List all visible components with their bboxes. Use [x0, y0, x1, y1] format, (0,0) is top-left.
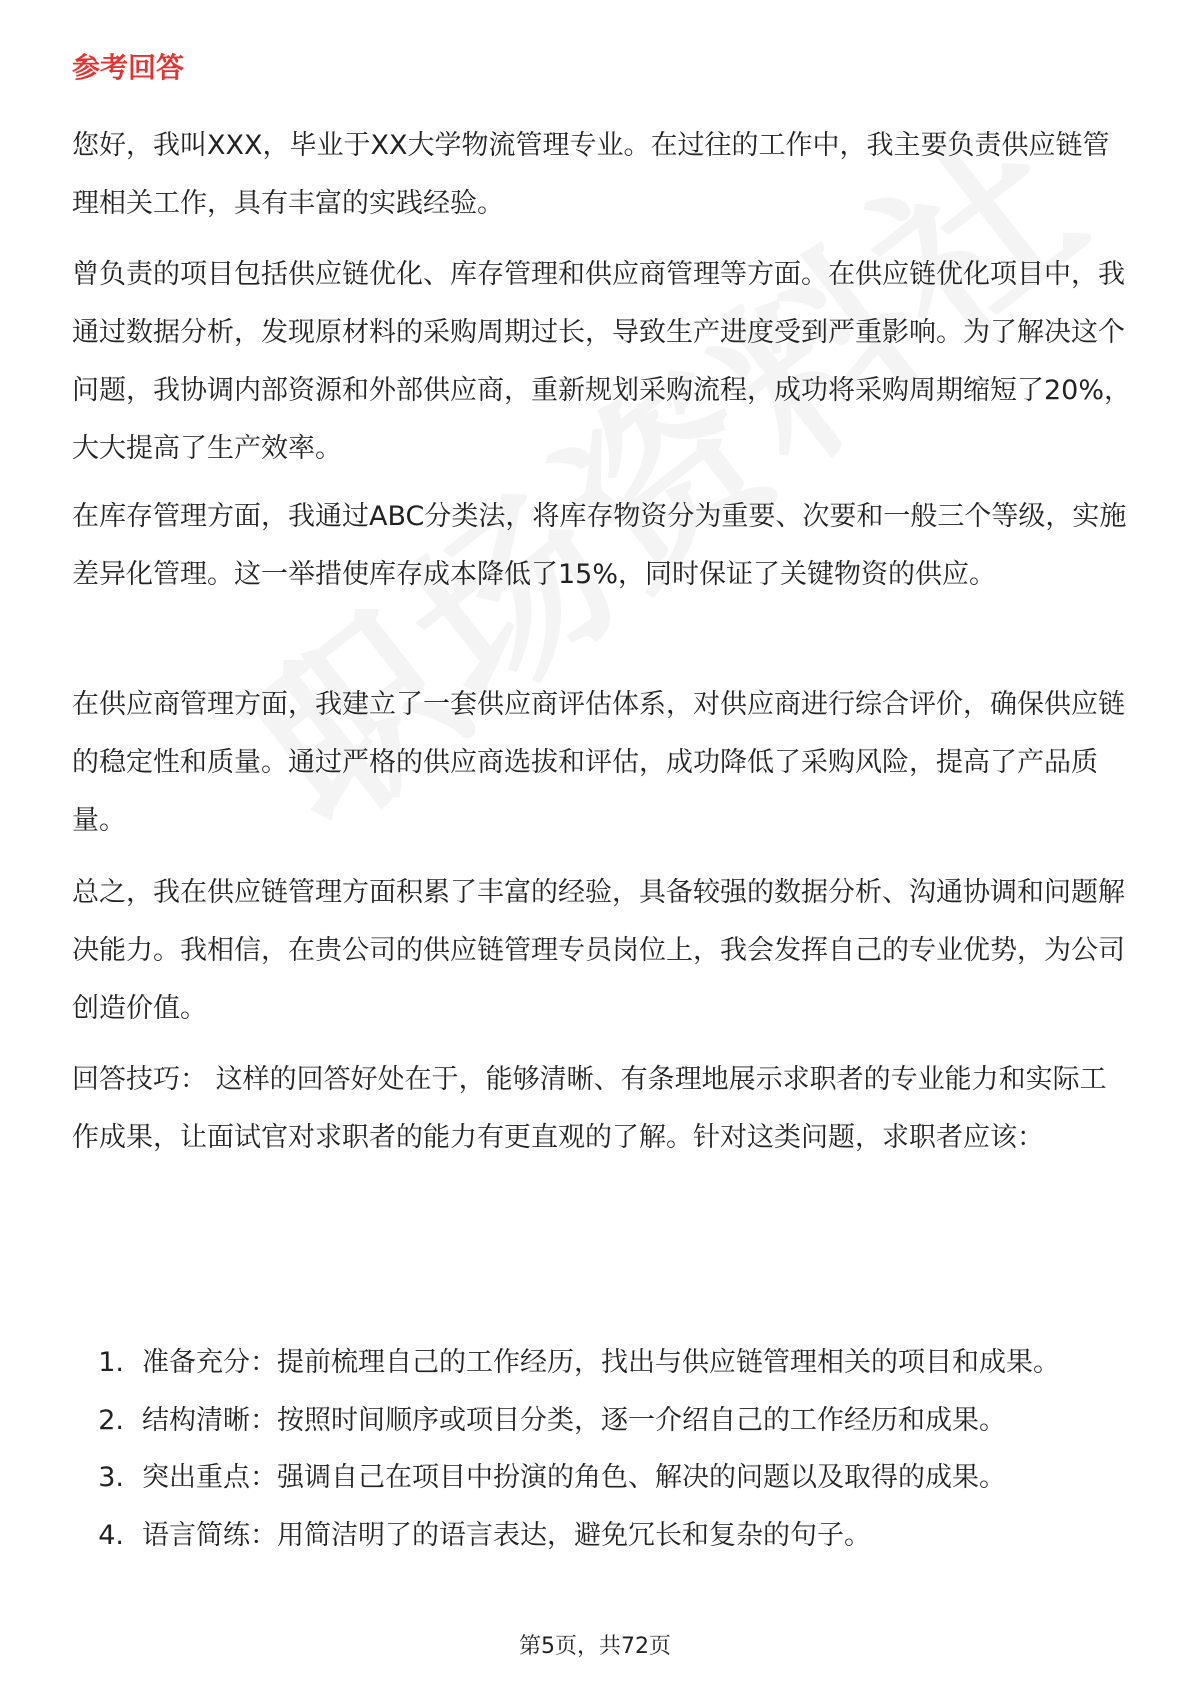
- list-text: 突出重点：强调自己在项目中扮演的角色、解决的问题以及取得的成果。: [142, 1462, 1006, 1493]
- list-text: 语言简练：用简洁明了的语言表达，避免冗长和复杂的句子。: [142, 1519, 871, 1551]
- paragraph-supplier: 在供应商管理方面，我建立了一套供应商评估体系，对供应商进行综合评价，确保供应链的稳定性和质量。通过严格的供应商选拔和评估，成功降低了采购风险，提高了产品质量。: [72, 689, 1125, 836]
- list-text: 结构清晰：按照时间顺序或项目分类，逐一介绍自己的工作经历和成果。: [142, 1404, 1006, 1436]
- paragraph-inventory: 在库存管理方面，我通过ABC分类法，将库存物资分为重要、次要和一般三个等级，实施差异化管理。这一举措使库存成本降低了15%，同时保证了关键物资的供应。: [72, 501, 1127, 590]
- tips-list: [72, 1334, 1132, 1564]
- list-item: [72, 1334, 1132, 1392]
- list-number: 2.: [98, 1404, 124, 1436]
- list-text: 准备充分：提前梳理自己的工作经历，找出与供应链管理相关的项目和成果。: [142, 1347, 1060, 1378]
- list-item: [72, 1449, 1132, 1507]
- paragraph-tips: 回答技巧： 这样的回答好处在于，能够清晰、有条理地展示求职者的专业能力和实际工作成果，让面试官对求职者的能力有更直观的了解。针对这类问题，求职者应该：: [72, 1064, 1107, 1153]
- list-number: 3.: [98, 1462, 124, 1493]
- paragraph-projects: 曾负责的项目包括供应链优化、库存管理和供应商管理等方面。在供应链优化项目中，我通过数据分析，发现原材料的采购周期过长，导致生产进度受到严重影响。为了解决这个问题，我协调内部资源和外部供应商，重新规划采购流程，成功将采购周期缩短了20%，大大提高了生产效率。: [72, 259, 1132, 464]
- page-footer: 第5页，共72页: [519, 1634, 671, 1659]
- paragraph-intro: 您好，我叫XXX，毕业于XX大学物流管理专业。在过往的工作中，我主要负责供应链管理相关工作，具有丰富的实践经验。: [72, 130, 1110, 219]
- list-number: 4.: [98, 1519, 124, 1551]
- list-number: 1.: [98, 1347, 124, 1378]
- list-item: [72, 1507, 1132, 1565]
- section-title: 参考回答: [72, 51, 185, 84]
- paragraph-summary: 总之，我在供应链管理方面积累了丰富的经验，具备较强的数据分析、沟通协调和问题解决能力。我相信，在贵公司的供应链管理专员岗位上，我会发挥自己的专业优势，为公司创造价值。: [72, 877, 1125, 1024]
- list-item: [72, 1392, 1132, 1450]
